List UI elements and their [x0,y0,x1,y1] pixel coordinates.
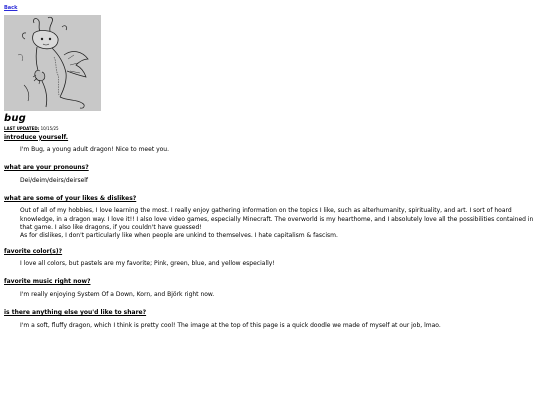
back-link[interactable]: Back [4,5,18,11]
question-heading: what are your pronouns? [4,164,89,172]
portrait-image [4,15,101,111]
profile-name: bug [4,113,27,125]
last-updated [4,126,536,131]
section-anything-else [4,309,536,330]
answer-text: As for dislikes, I don't particularly like when people are unkind to themselves. I hate capitalism & fascism. [20,231,338,239]
section-likes-dislikes [4,195,536,240]
section-favorite-colors [4,248,536,269]
answer-text: Dei/deim/deirs/deirself [20,176,89,184]
question-heading: what are some of your likes & dislikes? [4,194,137,202]
question-heading: favorite color(s)? [4,247,63,255]
last-updated-label: LAST UPDATED: [4,125,40,131]
question-heading: favorite music right now? [4,278,91,286]
dragon-sketch-icon [4,15,101,111]
answer-text: I'm really enjoying System Of a Down, Korn, and Björk right now. [20,290,215,298]
answer-text: I love all colors, but pastels are my favorite; Pink, green, blue, and yellow especially! [20,260,275,268]
question-heading: introduce yourself. [4,133,69,141]
section-pronouns [4,164,536,185]
answer-block [20,207,536,239]
last-updated-value: 10/15/25 [40,125,59,131]
answer-text: Out of all of my hobbies, I love learning the most. I really enjoy gathering information on the topics I like, such as alterhumanity, spirituality, and art. I sort of hoard knowledge, in a dragon way. I love it!! I also love video games, especially Minecraft. The overworld is my hearthome, and I absolutely love all the possibilities contained in that game. I also like dragons, if you couldn't have guessed! [20,207,534,231]
section-introduce [4,134,536,155]
section-favorite-music [4,278,536,299]
answer-text: I'm Bug, a young adult dragon! Nice to meet you. [20,146,170,154]
answer-text: I'm a soft, fluffy dragon, which I think is pretty cool! The image at the top of this page is a quick doodle we made of myself at our job, lmao. [20,321,441,329]
question-heading: is there anything else you'd like to share? [4,309,147,316]
